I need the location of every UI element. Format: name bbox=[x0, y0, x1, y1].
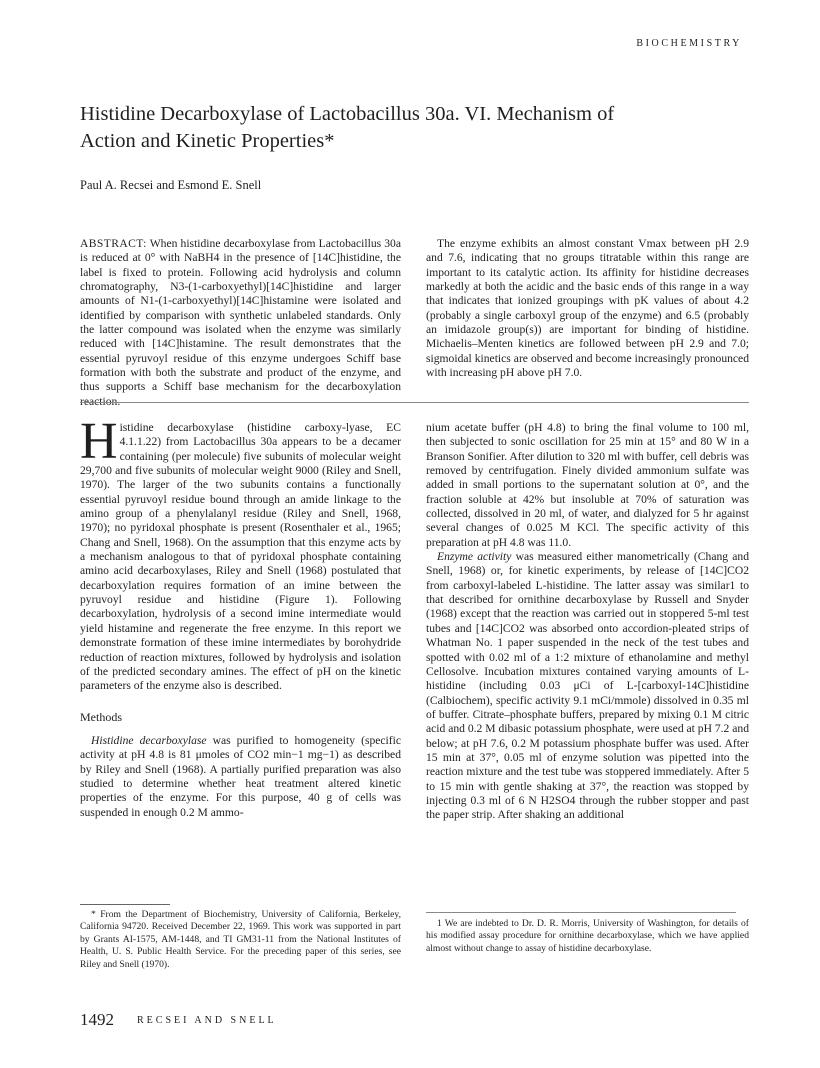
abstract-body: When histidine decarboxylase from Lactobacillus 30a is reduced at 0° with NaBH4 in the presence of [14C]histidine, the label is fixed to protein. Following acid hydrolysis and column chromatography, N3-(1-carboxyethyl)[14C]histidine and larger amounts of N1-(1-carboxyethyl)[14C]histamine were isolated and identified by comparison with synthetic unlabeled standards. Only the latter compound was isolated when the enzyme was similarly reduced with [14C]histamine. The result demonstrates that the essential pyruvoyl residue of this enzyme undergoes Schiff base formation with both the substrate and product of the enzyme, and thus supports a Schiff base mechanism for the decarboxylation bbox=[80, 237, 401, 394]
methods-paragraph bbox=[80, 734, 401, 820]
abstract-left-column bbox=[80, 237, 401, 409]
footnote-affiliation: * From the Department of Biochemistry, University of California, Berkeley, California 94720. Received December 22, 1969. This work was supported in part by Grants AI-1575, AM-1448, and TI GM31-11 from the National Institutes of Health, U. S. Public Health Service. For the preceding paper of this series, see Riley and Snell (1970). bbox=[80, 909, 401, 970]
right-paragraph-1: nium acetate buffer (pH 4.8) to bring the final volume to 100 ml, then subjected to sonic oscillation for 25 min at 15° and 80 W in a Branson Sonifier. After dilution to 320 ml with buffer, cell debris was removed by centrifugation. Finely divided ammonium sulfate was added in small portions to the supernatant solution at 0°, and the fraction soluble at 42% but insoluble at 70% of saturation was collected, dissolved in 20 ml, of water, and dialyzed for 5 hr against several changes of 0.025 M KCl. The specific activity of this preparation at pH 4.8 was 11.0. bbox=[426, 421, 749, 549]
abstract-label: ABSTRACT: bbox=[80, 237, 147, 250]
title-line-1: Histidine Decarboxylase of Lactobacillus 30a. VI. Mechanism of bbox=[80, 103, 615, 125]
methods-text: was purified to homogeneity (specific activity at pH 4.8 is 81 μmoles of CO2 min−1 mg−1) as described by Riley and Snell (1968). A partially purified preparation was also studied to determine whether heat treatment altered kinetic properties of the enzyme. For this purpose, 40 g of cells was suspended in enough 0.2 M ammo- bbox=[80, 733, 401, 819]
title-line-2: Action and Kinetic Properties* bbox=[80, 130, 335, 152]
methods-heading: Methods bbox=[80, 709, 122, 724]
intro-paragraph bbox=[80, 413, 401, 694]
abstract-divider bbox=[80, 402, 749, 403]
intro-text: istidine decarboxylase (histidine carboxy-lyase, EC 4.1.1.22) from Lactobacillus 30a appears to be a decamer containing (per molecule) five subunits of molecular weight 29,700 and five subunits of molecular weight 9000 (Riley and Snell, 1970). The larger of the two subunits contains a functionally essential pyruvoyl residue bound through an amide linkage to the amino group of a phenylalanyl residue (Riley and Snell, 1968, 1970); no pyridoxal phosphate is present (Rosenthaler et al., 1965; Chang and Snell, 1968). On the assumption that this enzyme acts by a mechanism analogous to that of pyridoxal phosphate containing amino acid decarboxylases, Riley and Snell (1968) postulated that decarboxylation requires formation of an imine between the pyruvoyl residue and histidine (Figure 1). Following decarboxylation, hydrolysis of a second imine intermediate would yield histamine and regenerate the free enzyme. In this report we demonstrate formation of these imine intermediates by borohydride reduction of reaction mixtures, followed by hydrolysis and isolation of the predicted secondary amines. The effect of pH on the kinetic parameters of the enzyme also is described. bbox=[80, 421, 401, 693]
enzyme-text: was measured either manometrically (Chang and Snell, 1968) or, for kinetic experiments, by release of [14C]CO2 from carboxyl-labeled L-histidine. The latter assay was similar1 to that described for ornithine decarboxylase by Russell and Snyder (1968) except that the reaction was carried out in stoppered 5-ml test tubes and [14C]CO2 was absorbed onto accordion-pleated strips of Whatman No. 1 paper suspended in the neck of the test tubes and spotted with 0.02 ml of a 1:2 mixture of ethanolamine and methyl Cellosolve. Incubation mixtures contained varying amounts of L-histidine (including 0.03 μCi of L-[carboxyl-14C]histidine (Calbiochem), specific activity 9.1 mCi/mmole) dissolved in 0.35 ml of buffer. Citrate–phosphate buffers, prepared by mixing 0.1 M citric acid and 0.2 M dibasic potassium phosphate, were used at pH 7.2 and below; at pH 7.6, 0.2 M potassium phosphate buffer was used. After 15 min at 37°, 0.05 ml of enzyme solution was pipetted into the reaction mixture and the test tube was stoppered immediately. After 5 to 15 min with gentle shaking at 37°, the reaction was stopped by injecting 0.3 ml of 6 N H2SO4 through the rubber stopper and past the paper strip. After shaking an additional bbox=[426, 550, 749, 822]
body-left-column bbox=[80, 413, 401, 820]
author-list: Paul A. Recsei and Esmond E. Snell bbox=[80, 178, 262, 192]
footnote-rule-right bbox=[426, 912, 736, 913]
enzyme-activity-paragraph bbox=[426, 550, 749, 823]
article-title bbox=[80, 101, 660, 155]
page-number: 1492 bbox=[80, 1010, 114, 1029]
abstract-right-column bbox=[426, 237, 749, 380]
abstract-text bbox=[80, 237, 401, 409]
footnote-rule-left bbox=[80, 904, 170, 905]
footnote-right bbox=[426, 918, 749, 955]
drop-cap: H bbox=[80, 413, 118, 470]
body-right-column bbox=[426, 421, 749, 823]
enzyme-lead: Enzyme activity bbox=[437, 550, 512, 564]
abstract-kinetics-paragraph: The enzyme exhibits an almost constant Vmax between pH 2.9 and 7.6, indicating that no groups titratable within this range are important to its catalytic action. Its affinity for histidine decreases markedly at both the acidic and the basic ends of this range in a way that indicates that ionized groupings with pK values of about 4.2 (probably a single carboxyl group of the enzyme) and 6.5 (probably an imidazole group(s)) are important for binding of histidine. Michaelis–Menten kinetics are followed between pH 2.9 and 7.0; sigmoidal kinetics are observed and become increasingly pronounced with increasing pH above pH 7.0. bbox=[426, 237, 749, 380]
methods-lead: Histidine decarboxylase bbox=[91, 733, 207, 747]
running-head: RECSEI AND SNELL bbox=[137, 1015, 277, 1026]
footnote-left bbox=[80, 909, 401, 971]
journal-header: BIOCHEMISTRY bbox=[636, 38, 742, 49]
footnote-acknowledgement: 1 We are indebted to Dr. D. R. Morris, University of Washington, for details of his modified assay procedure for ornithine decarboxylase, which we have applied almost without change to assay of histidine decarboxylase. bbox=[426, 918, 749, 954]
